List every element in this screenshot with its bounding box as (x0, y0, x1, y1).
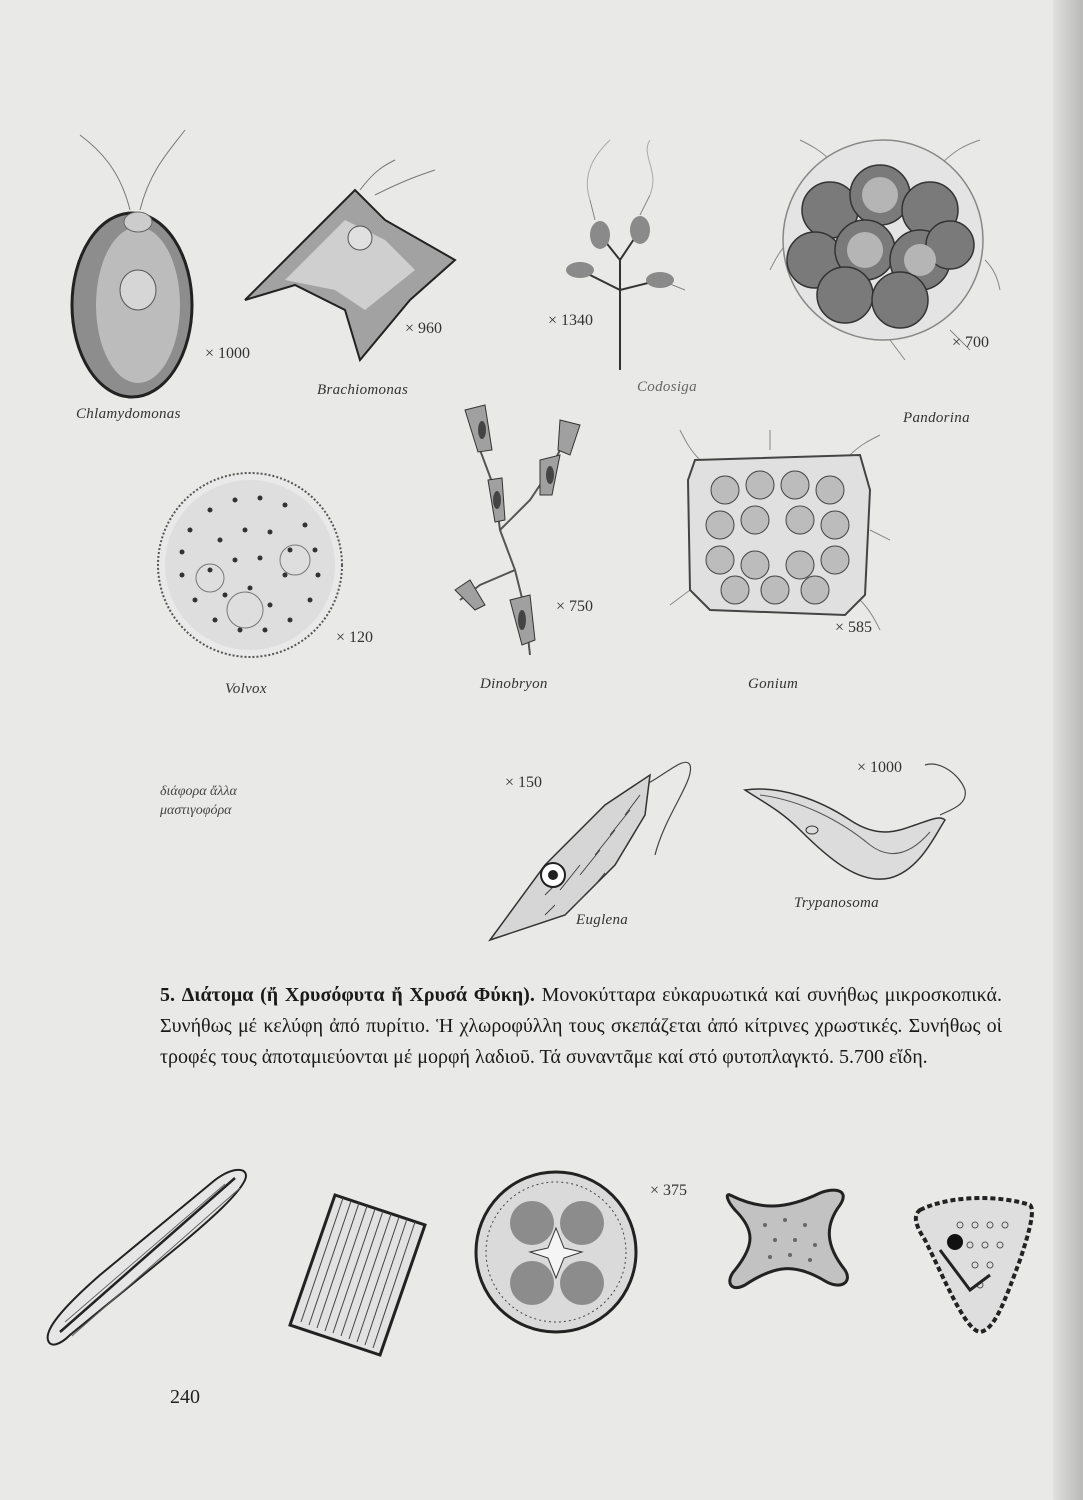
page-number: 240 (170, 1386, 200, 1408)
diatom-round-illustration (472, 1168, 642, 1338)
pandorina-magnification: × 700 (952, 334, 990, 351)
diatom-star-illustration (725, 1185, 855, 1295)
volvox-label: Volvox (225, 681, 267, 697)
diatom-navicula-illustration (40, 1160, 255, 1350)
pandorina-label: Pandorina (903, 410, 970, 426)
chlamydomonas-illustration (60, 130, 210, 410)
gonium-illustration (670, 430, 890, 640)
codosiga-magnification: × 1340 (548, 312, 594, 329)
brachiomonas-label: Brachiomonas (317, 382, 409, 398)
volvox-magnification: × 120 (336, 629, 374, 646)
euglena-label: Euglena (576, 912, 629, 928)
trypanosoma-label: Trypanosoma (794, 895, 879, 911)
dinobryon-label: Dinobryon (480, 676, 548, 692)
section-title: Διάτομα (ἤ Χρυσόφυτα ἤ Χρυσά Φύκη). (181, 984, 535, 1006)
note-line-2: μαστιγοφόρα (160, 803, 232, 818)
section-number: 5. (160, 984, 175, 1006)
chlamydomonas-magnification: × 1000 (205, 345, 251, 362)
trypanosoma-magnification: × 1000 (857, 759, 903, 776)
codosiga-label: Codosiga (637, 379, 697, 395)
diatoms-section-text (160, 980, 1002, 1073)
volvox-illustration (150, 470, 360, 670)
diatoms-magnification: × 375 (650, 1182, 688, 1199)
euglena-magnification: × 150 (505, 774, 543, 791)
codosiga-illustration (540, 140, 710, 370)
diatom-rectangular-illustration (285, 1190, 430, 1360)
note-line-1: διάφορα ἄλλα (160, 784, 237, 799)
section-body: Μονοκύτταρα εὐκαρυωτικά καί συνήθως μικροσκοπικά. Συνήθως μέ κελύφη ἀπό πυρίτιο. Ἡ χλωροφύλλη τους σκεπάζεται ἀπό κίτρινες χρωστικές. Συνήθως οἱ τροφές τους ἀποταμιεύονται μέ μορφή λαδιοῦ. Τά συναντᾶμε καί στό φυτοπλαγκτό. 5.700 εἴδη. (160, 984, 1003, 1068)
page-edge-shadow (1053, 0, 1083, 1500)
pandorina-illustration (770, 140, 1000, 360)
trypanosoma-illustration (740, 760, 980, 890)
dinobryon-magnification: × 750 (556, 598, 594, 615)
gonium-label: Gonium (748, 676, 799, 692)
gonium-magnification: × 585 (835, 619, 873, 636)
dinobryon-illustration (440, 400, 590, 660)
diatom-triangular-illustration (910, 1190, 1040, 1340)
other-flagellates-note (160, 782, 310, 820)
brachiomonas-illustration (235, 160, 465, 370)
chlamydomonas-label: Chlamydomonas (76, 406, 181, 422)
brachiomonas-magnification: × 960 (405, 320, 443, 337)
